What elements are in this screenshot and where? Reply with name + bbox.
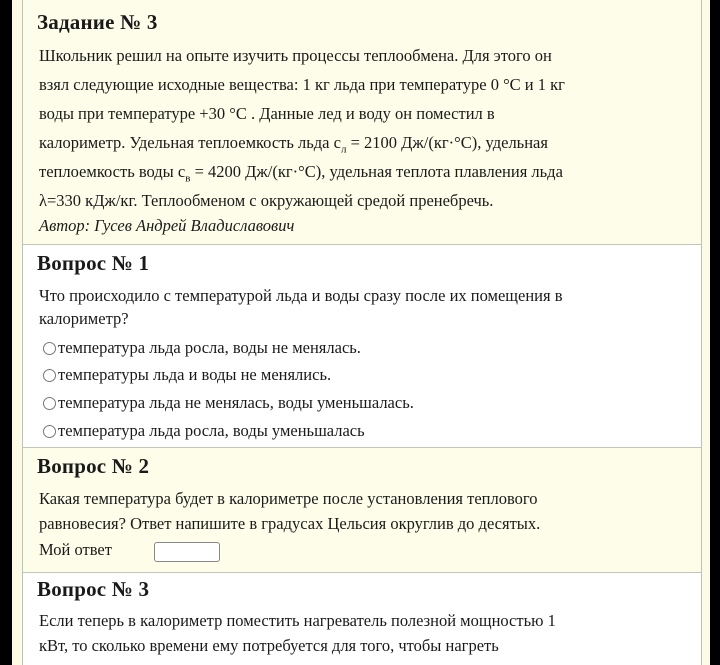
screen-frame [12, 0, 710, 665]
question-3-section [23, 573, 701, 665]
task-title: Задание № 3 [37, 10, 158, 34]
radio-button[interactable] [43, 425, 56, 438]
task-text-line: воды при температуре +30 °С . Данные лед и воду он поместил в [39, 104, 495, 123]
task-text-line [39, 162, 563, 184]
q1-option-label: температура льда росла, воды не менялась. [58, 338, 361, 357]
task-text-line: Школьник решил на опыте изучить процессы теплообмена. Для этого он [39, 46, 552, 65]
task-text-line [39, 133, 548, 155]
radio-button[interactable] [43, 369, 56, 382]
water-subscript: в [185, 172, 191, 185]
task-text-fragment: теплоемкость воды с [39, 162, 186, 181]
question-2-text-line: равновесия? Ответ напишите в градусах Цельсия округлив до десятых. [39, 514, 541, 533]
question-3-text-line: кВт, то сколько времени ему потребуется для того, чтобы нагреть [39, 636, 499, 655]
q1-option-2[interactable] [43, 365, 331, 385]
question-3-title: Вопрос № 3 [37, 577, 150, 601]
q1-option-4[interactable] [43, 421, 365, 441]
answer-input[interactable] [154, 542, 220, 562]
q1-option-label: температура льда росла, воды уменьшалась [58, 421, 365, 440]
task-text-fragment: калориметр. Удельная теплоемкость льда с [39, 133, 341, 152]
question-1-title: Вопрос № 1 [37, 251, 150, 275]
task-author: Автор: Гусев Андрей Владиславович [39, 216, 295, 235]
task-text-fragment: = 2100 Дж/(кг·°С), удельная [346, 133, 548, 152]
task-section [23, 0, 701, 245]
q1-option-3[interactable] [43, 393, 414, 413]
q1-option-1[interactable] [43, 338, 361, 358]
question-1-text-line: Что происходило с температурой льда и воды сразу после их помещения в [39, 286, 563, 305]
answer-label: Мой ответ [39, 540, 112, 559]
question-3-text-line: Если теперь в калориметр поместить нагреватель полезной мощностью 1 [39, 611, 556, 630]
question-2-title: Вопрос № 2 [37, 454, 150, 478]
question-1-section [23, 245, 701, 448]
task-text-fragment: = 4200 Дж/(кг·°С), удельная теплота плавления льда [190, 162, 563, 181]
question-2-section [23, 448, 701, 573]
question-1-text-line: калориметр? [39, 309, 129, 328]
ice-subscript: л [340, 143, 347, 156]
q1-option-label: температуры льда и воды не менялись. [58, 365, 332, 384]
radio-button[interactable] [43, 342, 56, 355]
task-text-line: взял следующие исходные вещества: 1 кг льда при температуре 0 °С и 1 кг [39, 75, 565, 94]
q1-option-label: температура льда не менялась, воды уменьшалась. [58, 393, 414, 412]
question-2-text-line: Какая температура будет в калориметре после установления теплового [39, 489, 538, 508]
radio-button[interactable] [43, 397, 56, 410]
quiz-panel [22, 0, 702, 665]
task-text-line: λ=330 кДж/кг. Теплообменом с окружающей средой пренебречь. [39, 191, 494, 210]
